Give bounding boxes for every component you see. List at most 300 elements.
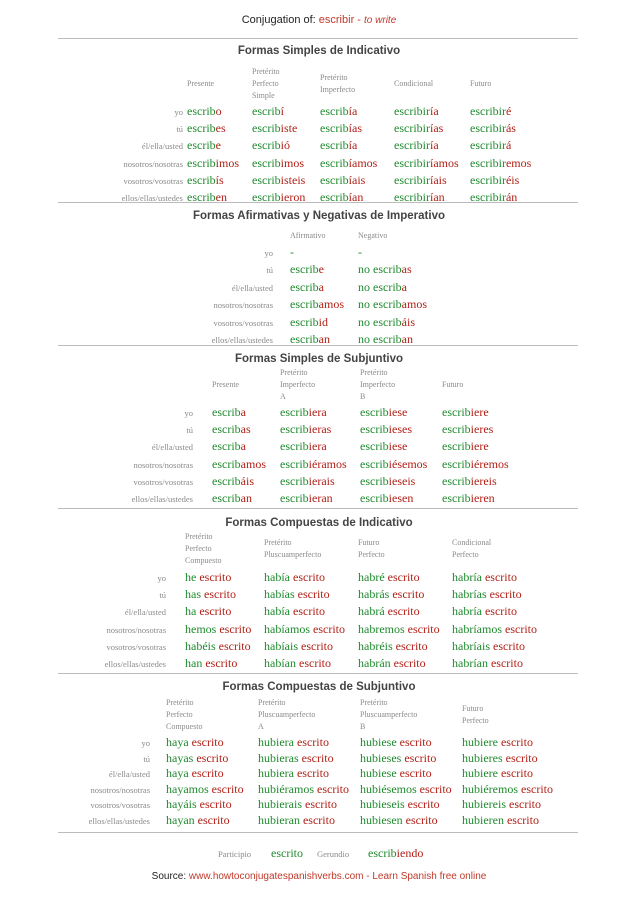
conjugation-cell (280, 439, 327, 454)
pronoun-label: él/ella/usted (141, 141, 183, 152)
column-header: Futuro (470, 79, 492, 88)
conjugation-cell (166, 782, 244, 797)
form-stem: escrib (320, 121, 349, 136)
form-stem: escrib (290, 279, 319, 294)
conjugation-cell (258, 813, 335, 828)
section-title: Formas Simples de Subjuntivo (234, 353, 404, 365)
conjugation-cell (264, 639, 333, 654)
conjugation-cell (442, 474, 497, 489)
form-stem: escrib (280, 473, 309, 488)
form-ending: escrito (404, 621, 440, 636)
form-stem: han (185, 656, 203, 670)
form-ending: ías (348, 121, 362, 136)
conjugation-cell (452, 622, 537, 637)
conjugation-cell (452, 587, 522, 602)
conjugation-cell (360, 457, 427, 472)
pronoun-label: vosotros/vosotras (90, 800, 150, 811)
pronoun-label: ellos/ellas/ustedes (104, 659, 166, 669)
conjugation-cell (470, 173, 519, 188)
conjugation-cell (360, 491, 413, 506)
conjugation-cell (264, 604, 325, 619)
conjugation-cell (185, 622, 251, 637)
form-ending: an (401, 332, 413, 346)
form-stem: hubieseis (360, 797, 405, 812)
form-ending: ieres (470, 422, 494, 437)
column-header: Pretérito Imperfecto (320, 73, 356, 94)
column-header: Presente (187, 79, 215, 88)
form-stem: hubiere (462, 735, 498, 749)
conjugation-cell (360, 735, 432, 750)
conjugation-cell (185, 604, 231, 619)
form-stem: hayas (166, 750, 194, 765)
form-ending: íamos (429, 155, 459, 170)
form-ending: escrito (196, 570, 232, 584)
form-stem: no escrib (358, 314, 402, 329)
form-ending: escrito (298, 638, 333, 653)
conjugation-cell (394, 138, 439, 153)
column-header: Pretérito Perfecto Compuesto (185, 532, 222, 565)
form-ending: escrito (497, 766, 533, 781)
form-ending: a (240, 439, 246, 454)
conjugation-cell (360, 766, 432, 781)
pronoun-label: tú (143, 753, 150, 764)
form-ending: escrito (392, 638, 428, 653)
conjugation-cell (252, 138, 290, 153)
form-ending: a (318, 279, 324, 294)
conjugation-cell (360, 813, 438, 828)
form-stem: escrib (320, 172, 349, 187)
form-ending: an (240, 491, 252, 505)
conjugation-cell (212, 405, 246, 420)
form-ending: escrito (502, 750, 538, 765)
section-title: Formas Afirmativas y Negativas de Imperativo (192, 210, 446, 222)
form-stem: habremos (358, 621, 405, 636)
form-stem: hubieran (258, 813, 300, 827)
form-stem: escrib (320, 104, 349, 118)
form-stem: hubieres (462, 750, 503, 765)
participio-value: escrito (271, 846, 303, 860)
form-stem: has (185, 587, 201, 602)
header-prefix: Conjugation of: (241, 14, 316, 26)
form-stem: escribir (394, 155, 430, 170)
form-stem: escrib (187, 104, 216, 118)
form-ending: escrito (290, 604, 325, 619)
conjugation-cell (290, 315, 328, 330)
form-ending: éis (505, 172, 520, 187)
conjugation-cell (320, 173, 365, 188)
pronoun-label: nosotros/nosotras (106, 624, 166, 635)
pronoun-label: ellos/ellas/ustedes (211, 335, 273, 345)
form-ending: escrito (188, 766, 224, 781)
conjugation-cell (258, 751, 334, 766)
form-stem: escrib (252, 172, 281, 187)
conjugation-cell (470, 156, 531, 171)
conjugation-cell (212, 491, 252, 506)
form-stem: escribir (394, 121, 430, 136)
form-stem: habrás (358, 587, 390, 602)
form-ending: escrito (193, 750, 229, 765)
conjugation-cell (470, 121, 516, 136)
conjugation-cell (252, 173, 305, 188)
form-ending: escrito (201, 587, 236, 602)
column-header: Futuro Perfecto (358, 538, 385, 559)
form-ending: ía (348, 138, 358, 153)
form-ending: ieseis (388, 473, 416, 488)
conjugation-cell (166, 751, 228, 766)
conjugation-cell (290, 245, 294, 260)
conjugation-cell (187, 104, 222, 119)
conjugation-cell (358, 280, 407, 295)
conjugation-cell (462, 766, 533, 781)
form-ending: escrito (481, 570, 517, 584)
form-stem: hayáis (166, 797, 197, 812)
conjugation-cell (394, 104, 439, 119)
conjugation-cell (452, 604, 517, 619)
header-verb: escribir (318, 14, 355, 26)
form-stem: hubiese (360, 766, 397, 781)
form-ending: iese (388, 439, 408, 454)
form-stem: escrib (290, 297, 319, 312)
form-ending: iéremos (470, 456, 509, 471)
form-ending: iéramos (308, 456, 347, 471)
form-ending: en (215, 190, 227, 204)
conjugation-cell (187, 121, 226, 136)
conjugation-cell (280, 422, 331, 437)
pronoun-label: nosotros/nosotras (133, 459, 193, 470)
form-ending: escrito (293, 735, 329, 749)
conjugation-cell (470, 104, 511, 119)
form-stem: escrib (212, 405, 241, 419)
form-stem: escribir (470, 172, 506, 187)
form-stem: habré (358, 570, 385, 584)
form-stem: no escrib (358, 332, 402, 346)
form-stem: hubieren (462, 813, 504, 827)
form-ending: ieran (308, 491, 333, 505)
form-ending: imos (280, 155, 304, 170)
form-ending: escrito (293, 766, 329, 781)
section-divider (58, 508, 578, 509)
conjugation-cell (264, 656, 331, 671)
conjugation-cell (185, 587, 236, 602)
pronoun-label: vosotros/vosotras (123, 175, 183, 186)
form-stem: escrib (442, 439, 471, 454)
form-ending: escrito (497, 735, 533, 749)
conjugation-cell (264, 570, 325, 585)
conjugation-cell (462, 735, 533, 750)
form-ending: an (318, 332, 330, 346)
form-ending: iese (388, 405, 408, 419)
form-stem: haya (166, 766, 189, 781)
form-ending: amos (401, 297, 427, 312)
pronoun-label: vosotros/vosotras (106, 641, 166, 652)
conjugation-cell (166, 813, 230, 828)
form-ending: e (215, 138, 221, 153)
conjugation-cell (462, 797, 541, 812)
form-stem: escribir (470, 104, 506, 118)
footer-source-link[interactable]: www.howtoconjugatespanishverbs.com - Learn Spanish free online (188, 871, 487, 882)
form-ending: escrito (302, 797, 337, 812)
form-ending: escrito (196, 604, 232, 619)
column-header: Pretérito Pluscuamperfecto A (258, 698, 316, 731)
conjugation-cell (212, 439, 246, 454)
form-ending: á (505, 138, 512, 153)
conjugation-cell (258, 797, 337, 812)
pronoun-label: ellos/ellas/ustedes (131, 494, 193, 504)
column-header: Pretérito Pluscuamperfecto B (360, 698, 418, 731)
form-stem: habrán (358, 656, 391, 670)
gerundio-value (368, 846, 423, 861)
form-stem: ha (185, 604, 197, 619)
form-stem: escrib (360, 405, 389, 419)
column-header: Futuro Perfecto (462, 704, 489, 725)
pronoun-label: él/ella/usted (231, 282, 273, 293)
form-ending: a (401, 279, 407, 294)
form-stem: escrib (442, 491, 471, 505)
pronoun-label: tú (266, 265, 273, 276)
column-header: Pretérito Imperfecto A (280, 368, 316, 401)
form-ending: escrito (481, 604, 517, 619)
form-stem: había (264, 570, 290, 584)
form-ending: as (240, 422, 251, 437)
form-ending: isteis (280, 172, 306, 187)
form-stem: habías (264, 587, 295, 602)
form-stem: hubiera (258, 735, 294, 749)
pronoun-label: yo (264, 248, 273, 258)
form-ending: escrito (208, 781, 244, 796)
form-stem: escrib (290, 314, 319, 329)
form-ending: escrito (194, 813, 230, 827)
form-ending: ía (429, 138, 439, 153)
conjugation-cell (212, 457, 266, 472)
form-ending: escrito (416, 781, 452, 796)
form-ending: ía (429, 104, 439, 118)
participio-label: Participio (218, 849, 252, 859)
form-ending: escrito (294, 587, 330, 602)
conjugation-cell (358, 570, 420, 585)
conjugation-cell (212, 474, 254, 489)
section-divider (58, 832, 578, 833)
form-stem: habrías (452, 587, 487, 602)
form-ending: escrito (196, 797, 232, 812)
conjugation-cell (212, 422, 251, 437)
form-ending: ieses (388, 422, 412, 437)
conjugation-cell (185, 656, 237, 671)
form-ending: iste (280, 121, 298, 136)
form-stem: escrib (290, 262, 319, 277)
conjugation-cell (358, 604, 420, 619)
conjugation-cell (185, 570, 231, 585)
form-ending: áis (401, 314, 415, 329)
column-header: Pretérito Perfecto Compuesto (166, 698, 203, 731)
section-title: Formas Compuestas de Subjuntivo (222, 681, 416, 693)
conjugation-cell (394, 121, 443, 136)
form-ending: escrito (396, 766, 432, 781)
conjugation-cell (360, 782, 452, 797)
conjugation-cell (290, 280, 324, 295)
form-ending: ió (280, 138, 290, 153)
conjugation-cell (187, 138, 221, 153)
form-stem: habrían (452, 656, 488, 670)
form-ending: escrito (384, 604, 420, 619)
form-ending: iendo (396, 846, 424, 860)
form-stem: escrib (212, 456, 241, 471)
column-header: Negativo (358, 231, 388, 240)
form-stem: hubiera (258, 766, 294, 781)
form-ending: ierais (308, 473, 335, 488)
conjugation-cell (258, 735, 329, 750)
form-ending: án (505, 190, 518, 204)
pronoun-label: vosotros/vosotras (133, 476, 193, 487)
form-stem: habíamos (264, 621, 310, 636)
form-ending: escrito (202, 656, 238, 670)
form-stem: escrib (212, 439, 241, 454)
form-stem: escribir (394, 104, 430, 118)
form-ending: escrito (490, 638, 525, 653)
conjugation-cell (360, 474, 415, 489)
conjugation-cell (320, 138, 357, 153)
conjugation-cell (452, 656, 523, 671)
form-stem: escrib (187, 121, 216, 136)
form-stem: haya (166, 735, 189, 749)
column-header: Pretérito Perfecto Simple (252, 67, 280, 100)
form-ending: escrito (216, 621, 252, 636)
form-ending: escrito (384, 570, 420, 584)
form-ending: ás (505, 121, 516, 136)
form-stem: hubiese (360, 735, 397, 749)
form-ending: é (505, 104, 512, 118)
form-ending: o (215, 104, 222, 118)
form-ending: iere (470, 439, 489, 454)
conjugation-cell (394, 156, 459, 171)
form-stem: escrib (320, 138, 349, 153)
conjugation-cell (258, 766, 329, 781)
conjugation-cell (358, 622, 440, 637)
conjugation-cell (358, 245, 362, 260)
form-ending: iera (308, 439, 327, 454)
form-stem: escribir (470, 121, 506, 136)
form-stem: escribir (394, 138, 430, 153)
conjugation-cell (252, 121, 297, 136)
conjugation-cell (187, 173, 224, 188)
column-header: Condicional (394, 79, 434, 88)
form-stem: no escrib (358, 262, 402, 277)
conjugation-cell (442, 422, 493, 437)
form-stem: escrib (252, 155, 281, 170)
form-stem: escribir (470, 155, 506, 170)
conjugation-cell (290, 297, 344, 312)
form-stem: hubieses (360, 750, 402, 765)
conjugation-cell (452, 570, 517, 585)
conjugation-cell (360, 422, 412, 437)
conjugation-cell (442, 439, 489, 454)
column-header: Condicional Perfecto (452, 538, 492, 559)
page-header (0, 14, 638, 26)
conjugation-cell (264, 587, 330, 602)
pronoun-label: él/ella/usted (108, 769, 150, 780)
form-ending: escrito (310, 621, 345, 636)
conjugation-cell (358, 656, 426, 671)
form-stem: habríamos (452, 621, 502, 636)
form-stem: no escrib (358, 297, 402, 312)
form-ending: ían (348, 190, 364, 204)
form-stem: no escrib (358, 279, 402, 294)
form-ending: ían (429, 190, 445, 204)
form-ending: es (215, 121, 226, 136)
form-ending: ieron (280, 190, 306, 204)
conjugation-cell (320, 121, 362, 136)
column-header: Pretérito Pluscuamperfecto (264, 538, 322, 559)
conjugation-cell (358, 315, 415, 330)
column-header: Presente (212, 380, 240, 389)
form-stem: hubieras (258, 750, 299, 765)
form-ending: escrito (298, 750, 334, 765)
conjugation-cell (470, 138, 511, 153)
form-stem: escrib (280, 422, 309, 437)
conjugation-cell (166, 766, 224, 781)
form-stem: escrib (212, 491, 241, 505)
conjugation-cell (442, 491, 495, 506)
form-ending: ía (348, 104, 358, 118)
form-ending: escrito (518, 781, 553, 796)
form-stem: escrib (320, 155, 349, 170)
section-title: Formas Simples de Indicativo (237, 45, 401, 57)
form-ending: iera (308, 405, 327, 419)
form-stem: escrib (442, 422, 471, 437)
conjugation-cell (252, 104, 284, 119)
form-ending: escrito (299, 813, 335, 827)
form-stem: escrib (360, 422, 389, 437)
form-stem: escrib (368, 846, 397, 860)
form-ending: escrito (503, 813, 539, 827)
form-ending: escrito (215, 638, 251, 653)
form-stem: escribir (394, 190, 430, 204)
form-stem: escrib (360, 473, 389, 488)
form-ending: amos (240, 456, 266, 471)
conjugation-cell (258, 782, 349, 797)
conjugation-cell (358, 297, 427, 312)
form-stem: escrib (290, 332, 319, 346)
form-stem: escribir (394, 172, 430, 187)
pronoun-label: ellos/ellas/ustedes (88, 816, 150, 826)
conjugation-cell (462, 813, 539, 828)
pronoun-label: yo (141, 738, 150, 748)
conjugation-cell (320, 104, 357, 119)
form-ending: escrito (506, 797, 541, 812)
form-stem: escrib (252, 104, 281, 118)
form-stem: hubiésemos (360, 781, 417, 796)
form-stem: escrib (212, 422, 241, 437)
column-header: Pretérito Imperfecto B (360, 368, 396, 401)
form-ending: escrito (404, 797, 440, 812)
form-stem: hubiereis (462, 797, 506, 812)
form-ending: escrito (290, 570, 325, 584)
conjugation-cell (442, 457, 509, 472)
form-stem: hubiere (462, 766, 498, 781)
column-header: Futuro (442, 380, 464, 389)
form-stem: escrib (187, 172, 216, 187)
conjugation-cell (185, 639, 251, 654)
form-ending: e (318, 262, 324, 277)
form-stem: escrib (442, 473, 471, 488)
form-ending: ieras (308, 422, 332, 437)
form-ending: iere (470, 405, 489, 419)
conjugation-cell (462, 751, 538, 766)
form-stem: escrib (360, 439, 389, 454)
conjugation-cell (360, 751, 436, 766)
form-stem: escrib (360, 491, 389, 505)
form-ending: escrito (486, 587, 522, 602)
form-stem: escrib (187, 190, 216, 204)
